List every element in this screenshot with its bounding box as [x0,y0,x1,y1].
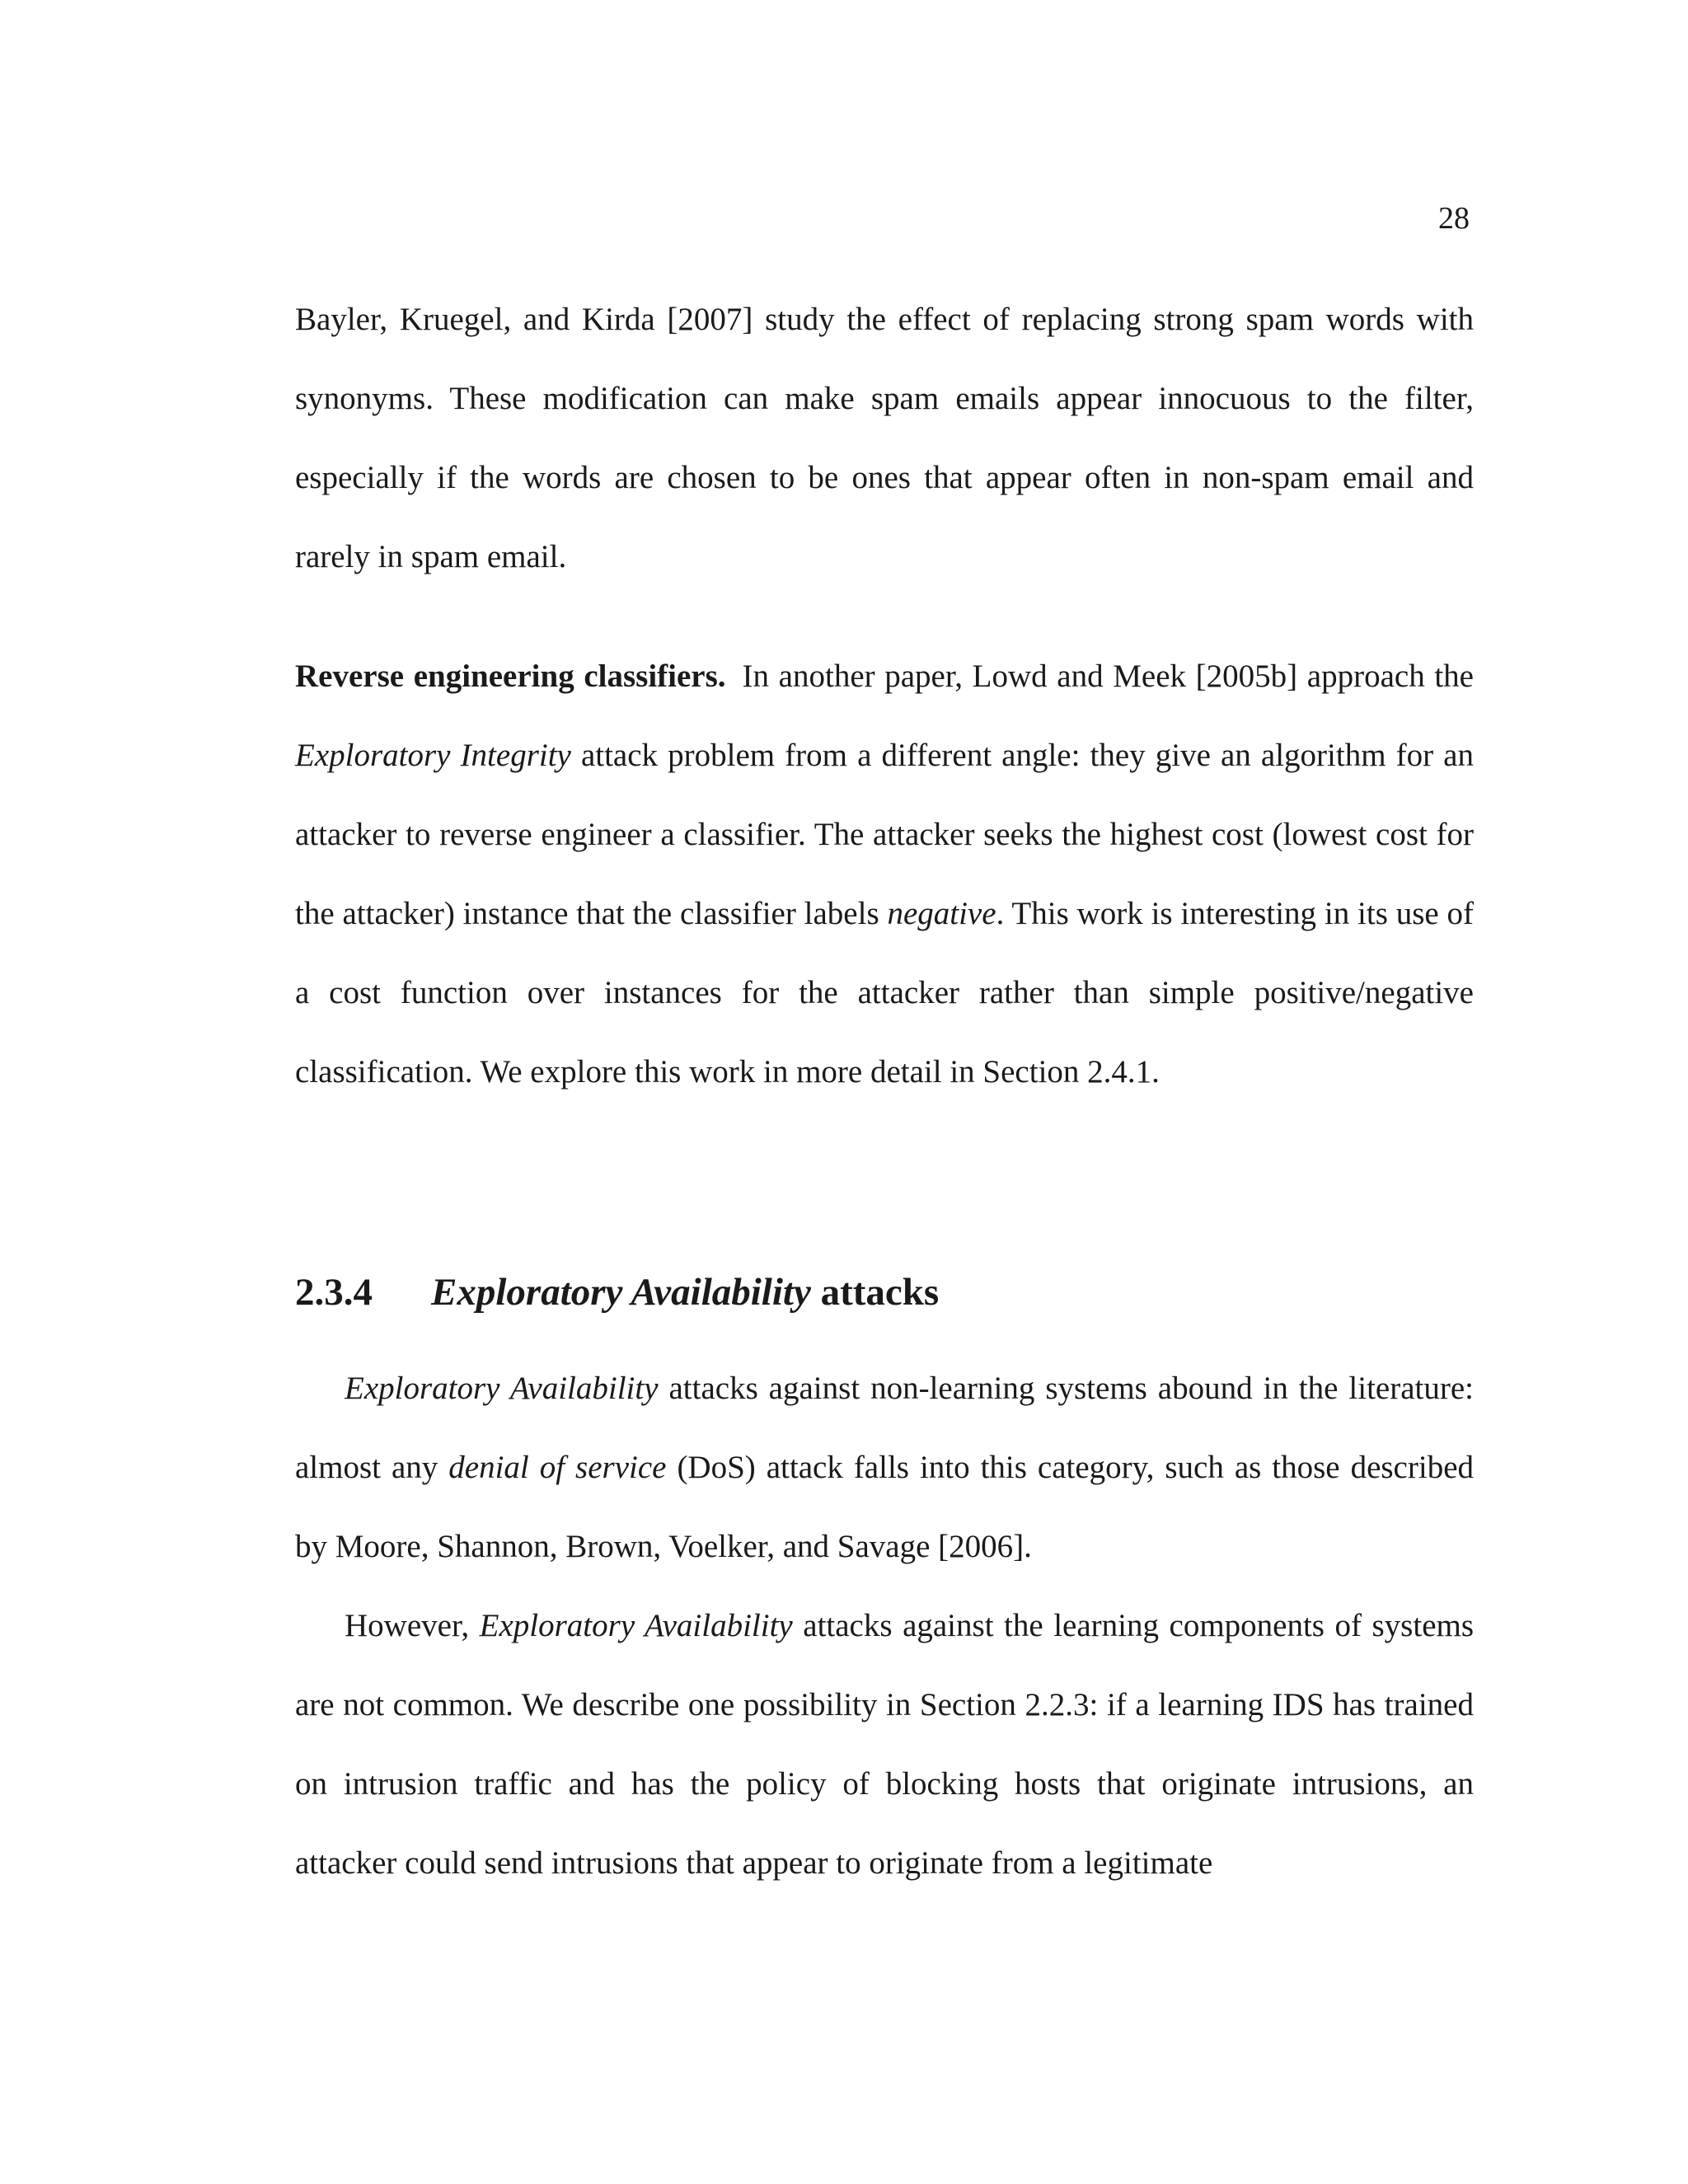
italic-term: denial of service [448,1450,667,1485]
paragraph-non-learning-dos [295,1349,1474,1586]
text-run: In another paper, Lowd and Meek [2005b] approach the [742,658,1474,694]
paragraph-text [295,1586,1474,1903]
paragraph-reverse-engineering [295,637,1474,1112]
text-run: attacks against the learning components of systems are not common. We describe one possibility in Section 2.2.3: if a learning IDS has trained on intrusion traffic and has the policy of blocking hosts that originate intrusions, an attacker could send intrusions that appear to originate from a legitimate [295,1608,1475,1881]
italic-term: Exploratory Availability [479,1608,793,1643]
text-run: . This work is interesting in its use of a cost function over instances for the attacker rather than simple positive/negative classification. We explore this work in more detail in Section 2.4.1. [295,896,1474,1090]
page-number: 28 [1438,201,1470,236]
section-heading [295,1263,1474,1321]
text-run: attack problem from a different angle: they give an algorithm for an attacker to reverse engineer a classifier. The attacker seeks the highest cost (lowest cost for the attacker) instance that the classifier labels [295,738,1474,931]
paragraph-learning-components [295,1586,1474,1903]
paragraph-text [295,637,1474,1112]
paragraph-spam-synonyms [295,280,1474,597]
paragraph-text: Bayler, Kruegel, and Kirda [2007] study the effect of replacing strong spam words with synonyms. These modification can make spam emails appear innocuous to the filter, especially if the words are chosen to be ones that appear often in non-spam email and rarely in spam email. [295,302,1474,574]
run-in-heading: Reverse engineering classifiers. [295,658,726,694]
paragraph-text [295,1349,1474,1586]
text-run: (DoS) attack falls into this category, such as those described by Moore, Shannon, Brown, Voelker, and Savage [2006]. [295,1450,1475,1564]
italic-term: negative [887,896,996,931]
section-number: 2.3.4 [295,1271,373,1314]
italic-term: Exploratory Integrity [295,738,571,773]
text-run: However, [345,1608,480,1643]
section-title-italic: Exploratory Availability [431,1271,811,1314]
section-title-rest: attacks [810,1271,940,1314]
text-run: attacks against non-learning systems abound in the literature: almost any [295,1371,1474,1485]
italic-term: Exploratory Availability [345,1371,659,1406]
